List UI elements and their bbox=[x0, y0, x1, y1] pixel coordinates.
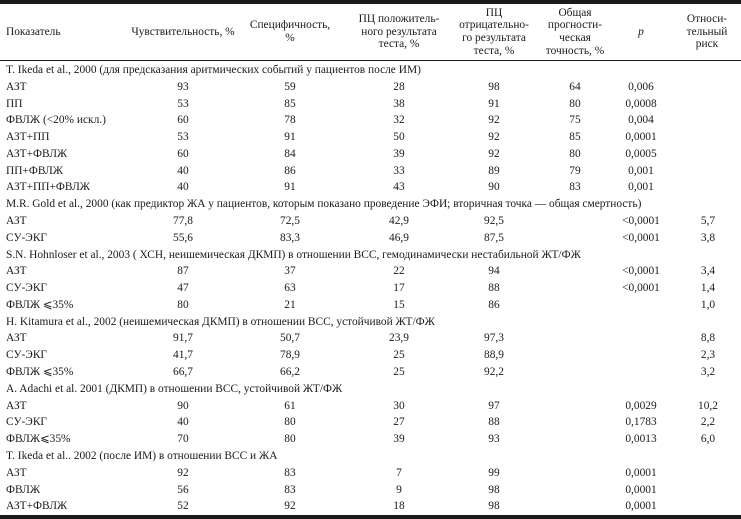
spec-cell: 59 bbox=[284, 80, 296, 93]
header-line: ного результата bbox=[361, 25, 437, 38]
ppv-cell: 42,9 bbox=[389, 215, 409, 228]
header-line: тельный bbox=[686, 25, 728, 38]
header-relative-risk-text bbox=[687, 13, 728, 51]
p-cell: 0,001 bbox=[628, 181, 654, 194]
ppv-cell: 32 bbox=[393, 114, 405, 127]
header-relative-risk bbox=[676, 4, 738, 60]
sens-cell: 70 bbox=[177, 433, 189, 446]
ppv-cell: 7 bbox=[396, 466, 402, 479]
npv-cell: 92,5 bbox=[484, 215, 504, 228]
ppv-cell: 25 bbox=[393, 366, 405, 379]
npv-cell: 98 bbox=[488, 483, 500, 496]
table-row bbox=[0, 330, 741, 347]
header-line: % bbox=[285, 32, 295, 44]
table-row bbox=[0, 163, 741, 180]
p-cell: 0,0008 bbox=[625, 97, 657, 110]
sens-cell: 40 bbox=[177, 416, 189, 429]
sens-cell: 60 bbox=[177, 147, 189, 160]
npv-cell: 88 bbox=[488, 282, 500, 295]
p-cell: <0,0001 bbox=[622, 215, 660, 228]
indicator-cell: АЗТ bbox=[6, 80, 27, 93]
rr-cell: 2,3 bbox=[700, 349, 716, 362]
ppv-cell: 9 bbox=[396, 483, 402, 496]
group-header-row bbox=[0, 62, 741, 79]
sens-cell: 91,7 bbox=[173, 332, 193, 345]
p-cell: 0,0001 bbox=[625, 483, 657, 496]
spec-cell: 78 bbox=[284, 114, 296, 127]
acc-cell: 75 bbox=[569, 114, 581, 127]
table-body bbox=[0, 62, 741, 515]
npv-cell: 94 bbox=[488, 265, 500, 278]
rr-cell: 1,0 bbox=[700, 298, 716, 311]
npv-cell: 86 bbox=[488, 298, 500, 311]
spec-cell: 92 bbox=[284, 500, 296, 513]
indicator-cell: АЗТ+ФВЛЖ bbox=[6, 147, 68, 160]
spec-cell: 91 bbox=[284, 181, 296, 194]
table-bottom-rule bbox=[0, 515, 741, 519]
ppv-cell: 25 bbox=[393, 349, 405, 362]
p-cell: 0,0001 bbox=[625, 500, 657, 513]
table-row bbox=[0, 213, 741, 230]
npv-cell: 93 bbox=[488, 433, 500, 446]
indicator-cell: ФВЛЖ⩽35% bbox=[6, 433, 71, 446]
spec-cell: 91 bbox=[284, 131, 296, 144]
spec-cell: 80 bbox=[284, 433, 296, 446]
table-row bbox=[0, 179, 741, 196]
indicator-cell: АЗТ+ФВЛЖ bbox=[6, 500, 68, 513]
npv-cell: 91 bbox=[488, 97, 500, 110]
header-accuracy bbox=[537, 4, 613, 60]
acc-cell: 80 bbox=[569, 147, 581, 160]
group-title: H. Kitamura et al., 2002 (неишемическая ДКМП) в отношении ВСС, устойчивой ЖТ/ФЖ bbox=[6, 315, 435, 328]
table-row bbox=[0, 482, 741, 499]
ppv-cell: 39 bbox=[393, 147, 405, 160]
sens-cell: 93 bbox=[177, 80, 189, 93]
acc-cell: 80 bbox=[569, 97, 581, 110]
spec-cell: 72,5 bbox=[280, 215, 300, 228]
npv-cell: 90 bbox=[488, 181, 500, 194]
header-indicator bbox=[6, 4, 126, 60]
header-line: риск bbox=[695, 38, 719, 51]
ppv-cell: 30 bbox=[393, 399, 405, 412]
table-header bbox=[0, 4, 741, 60]
ppv-cell: 38 bbox=[393, 97, 405, 110]
p-cell: <0,0001 bbox=[622, 231, 660, 244]
p-cell: <0,0001 bbox=[622, 282, 660, 295]
table-row bbox=[0, 498, 741, 515]
sens-cell: 55,6 bbox=[173, 231, 193, 244]
header-sensitivity bbox=[123, 4, 243, 60]
ppv-cell: 28 bbox=[393, 80, 405, 93]
indicator-cell: АЗТ bbox=[6, 399, 27, 412]
table-row bbox=[0, 347, 741, 364]
acc-cell: 83 bbox=[569, 181, 581, 194]
rr-cell: 6,0 bbox=[700, 433, 716, 446]
acc-cell: 85 bbox=[569, 131, 581, 144]
rr-cell: 1,4 bbox=[700, 282, 716, 295]
header-npv-text bbox=[459, 7, 529, 57]
table-row bbox=[0, 398, 741, 415]
ppv-cell: 15 bbox=[393, 298, 405, 311]
header-p bbox=[620, 4, 662, 60]
table-row bbox=[0, 364, 741, 381]
header-line: теста, % bbox=[378, 38, 420, 51]
table-row bbox=[0, 96, 741, 113]
table-row bbox=[0, 297, 741, 314]
indicator-cell: ФВЛЖ ⩽35% bbox=[6, 366, 74, 379]
spec-cell: 63 bbox=[284, 282, 296, 295]
header-line: ПЦ положитель- bbox=[358, 13, 440, 26]
header-indicator-text: Показатель bbox=[6, 25, 61, 38]
ppv-cell: 27 bbox=[393, 416, 405, 429]
sens-cell: 40 bbox=[177, 181, 189, 194]
npv-cell: 92 bbox=[488, 147, 500, 160]
sens-cell: 92 bbox=[177, 466, 189, 479]
indicator-cell: АЗТ+ПП+ФВЛЖ bbox=[6, 181, 90, 194]
header-line: го результата bbox=[462, 32, 526, 44]
header-specificity bbox=[245, 4, 335, 60]
p-cell: 0,001 bbox=[628, 164, 654, 177]
table-row bbox=[0, 146, 741, 163]
ppv-cell: 46,9 bbox=[389, 231, 409, 244]
indicator-cell: ПП+ФВЛЖ bbox=[6, 164, 63, 177]
group-header-row bbox=[0, 314, 741, 331]
header-ppv-text bbox=[359, 13, 440, 51]
p-cell: 0,0013 bbox=[625, 433, 657, 446]
spec-cell: 85 bbox=[284, 97, 296, 110]
header-line: точность, % bbox=[545, 44, 605, 57]
indicator-cell: СУ-ЭКГ bbox=[6, 231, 48, 244]
indicator-cell: АЗТ bbox=[6, 466, 27, 479]
p-cell: 0,1783 bbox=[625, 416, 657, 429]
header-line: ПЦ bbox=[485, 6, 503, 19]
table-row bbox=[0, 280, 741, 297]
spec-cell: 80 bbox=[284, 416, 296, 429]
spec-cell: 50,7 bbox=[280, 332, 300, 345]
group-title: A. Adachi et al. 2001 (ДКМП) в отношении ВСС, устойчивой ЖТ/ФЖ bbox=[6, 382, 343, 395]
group-title: T. Ikeda et al.. 2002 (после ИМ) в отношении ВСС и ЖА bbox=[6, 449, 278, 462]
spec-cell: 84 bbox=[284, 147, 296, 160]
sens-cell: 87 bbox=[177, 265, 189, 278]
npv-cell: 88,9 bbox=[484, 349, 504, 362]
p-cell: <0,0001 bbox=[622, 265, 660, 278]
header-specificity-text bbox=[250, 19, 330, 44]
header-p-text: p bbox=[638, 25, 644, 38]
header-accuracy-text bbox=[546, 7, 604, 57]
p-cell: 0,0001 bbox=[625, 131, 657, 144]
indicator-cell: СУ-ЭКГ bbox=[6, 416, 48, 429]
spec-cell: 83,3 bbox=[280, 231, 300, 244]
header-line: ческая bbox=[559, 32, 591, 44]
sens-cell: 47 bbox=[177, 282, 189, 295]
rr-cell: 3,2 bbox=[700, 366, 716, 379]
indicator-cell: ФВЛЖ bbox=[6, 483, 41, 496]
npv-cell: 92 bbox=[488, 131, 500, 144]
table-row bbox=[0, 112, 741, 129]
header-line: Общая bbox=[558, 6, 592, 19]
indicator-cell: АЗТ bbox=[6, 265, 27, 278]
npv-cell: 97 bbox=[488, 399, 500, 412]
spec-cell: 86 bbox=[284, 164, 296, 177]
ppv-cell: 43 bbox=[393, 181, 405, 194]
npv-cell: 98 bbox=[488, 500, 500, 513]
indicator-cell: АЗТ bbox=[6, 332, 27, 345]
acc-cell: 79 bbox=[569, 164, 581, 177]
spec-cell: 83 bbox=[284, 483, 296, 496]
table-row bbox=[0, 263, 741, 280]
sens-cell: 53 bbox=[177, 131, 189, 144]
header-sensitivity-text: Чувствительность, % bbox=[131, 25, 235, 38]
group-header-row bbox=[0, 247, 741, 264]
ppv-cell: 50 bbox=[393, 131, 405, 144]
rr-cell: 3,4 bbox=[700, 265, 716, 278]
acc-cell: 64 bbox=[569, 80, 581, 93]
ppv-cell: 22 bbox=[393, 265, 405, 278]
p-cell: 0,0001 bbox=[625, 466, 657, 479]
spec-cell: 37 bbox=[284, 265, 296, 278]
indicator-cell: СУ-ЭКГ bbox=[6, 349, 48, 362]
table-row bbox=[0, 465, 741, 482]
spec-cell: 61 bbox=[284, 399, 296, 412]
spec-cell: 21 bbox=[284, 298, 296, 311]
npv-cell: 88 bbox=[488, 416, 500, 429]
rr-cell: 2,2 bbox=[700, 416, 716, 429]
rr-cell: 3,8 bbox=[700, 231, 716, 244]
spec-cell: 83 bbox=[284, 466, 296, 479]
spec-cell: 66,2 bbox=[280, 366, 300, 379]
header-line: теста, % bbox=[473, 44, 515, 57]
rr-cell: 5,7 bbox=[700, 215, 716, 228]
header-ppv bbox=[350, 4, 448, 60]
indicator-cell: СУ-ЭКГ bbox=[6, 282, 48, 295]
sens-cell: 77,8 bbox=[173, 215, 193, 228]
npv-cell: 92,2 bbox=[484, 366, 504, 379]
header-line: прогности- bbox=[547, 19, 603, 32]
npv-cell: 99 bbox=[488, 466, 500, 479]
spec-cell: 78,9 bbox=[280, 349, 300, 362]
group-header-row bbox=[0, 381, 741, 398]
header-line: Специфичность, bbox=[249, 19, 331, 32]
header-rule bbox=[0, 60, 741, 61]
table-row bbox=[0, 230, 741, 247]
group-header-row bbox=[0, 448, 741, 465]
p-cell: 0,0029 bbox=[625, 399, 657, 412]
group-title: M.R. Gold et al., 2000 (как предиктор ЖА у пациентов, которым показано проведение ЭФИ; вторичная точка — общая смертность) bbox=[6, 198, 642, 211]
header-npv bbox=[452, 4, 536, 60]
table-row bbox=[0, 431, 741, 448]
sens-cell: 41,7 bbox=[173, 349, 193, 362]
npv-cell: 97,3 bbox=[484, 332, 504, 345]
npv-cell: 89 bbox=[488, 164, 500, 177]
group-title: S.N. Hohnloser et al., 2003 ( ХСН, неишемическая ДКМП) в отношении ВСС, гемодинамически нестабильной ЖТ/ФЖ bbox=[6, 248, 581, 261]
rr-cell: 10,2 bbox=[698, 399, 718, 412]
sens-cell: 66,7 bbox=[173, 366, 193, 379]
table-row bbox=[0, 414, 741, 431]
indicator-cell: ФВЛЖ (<20% искл.) bbox=[6, 114, 106, 127]
sens-cell: 40 bbox=[177, 164, 189, 177]
group-header-row bbox=[0, 196, 741, 213]
ppv-cell: 17 bbox=[393, 282, 405, 295]
sens-cell: 80 bbox=[177, 298, 189, 311]
sens-cell: 60 bbox=[177, 114, 189, 127]
ppv-cell: 18 bbox=[393, 500, 405, 513]
group-title: T. Ikeda et al., 2000 (для предсказания аритмических событий у пациентов после ИМ) bbox=[6, 64, 421, 76]
ppv-cell: 39 bbox=[393, 433, 405, 446]
table-row bbox=[0, 79, 741, 96]
sens-cell: 56 bbox=[177, 483, 189, 496]
indicator-cell: ФВЛЖ ⩽35% bbox=[6, 298, 74, 311]
indicator-cell: ПП bbox=[6, 97, 23, 110]
sens-cell: 53 bbox=[177, 97, 189, 110]
npv-cell: 92 bbox=[488, 114, 500, 127]
rr-cell: 8,8 bbox=[700, 332, 716, 345]
header-line: Относи- bbox=[686, 13, 728, 26]
npv-cell: 98 bbox=[488, 80, 500, 93]
p-cell: 0,006 bbox=[628, 80, 654, 93]
sens-cell: 52 bbox=[177, 500, 189, 513]
npv-cell: 87,5 bbox=[484, 231, 504, 244]
header-line: отрицательно- bbox=[459, 19, 529, 32]
p-cell: 0,0005 bbox=[625, 147, 657, 160]
indicator-cell: АЗТ+ПП bbox=[6, 131, 50, 144]
p-cell: 0,004 bbox=[628, 114, 654, 127]
sens-cell: 90 bbox=[177, 399, 189, 412]
ppv-cell: 23,9 bbox=[389, 332, 409, 345]
ppv-cell: 33 bbox=[393, 164, 405, 177]
indicator-cell: АЗТ bbox=[6, 215, 27, 228]
table-row bbox=[0, 129, 741, 146]
